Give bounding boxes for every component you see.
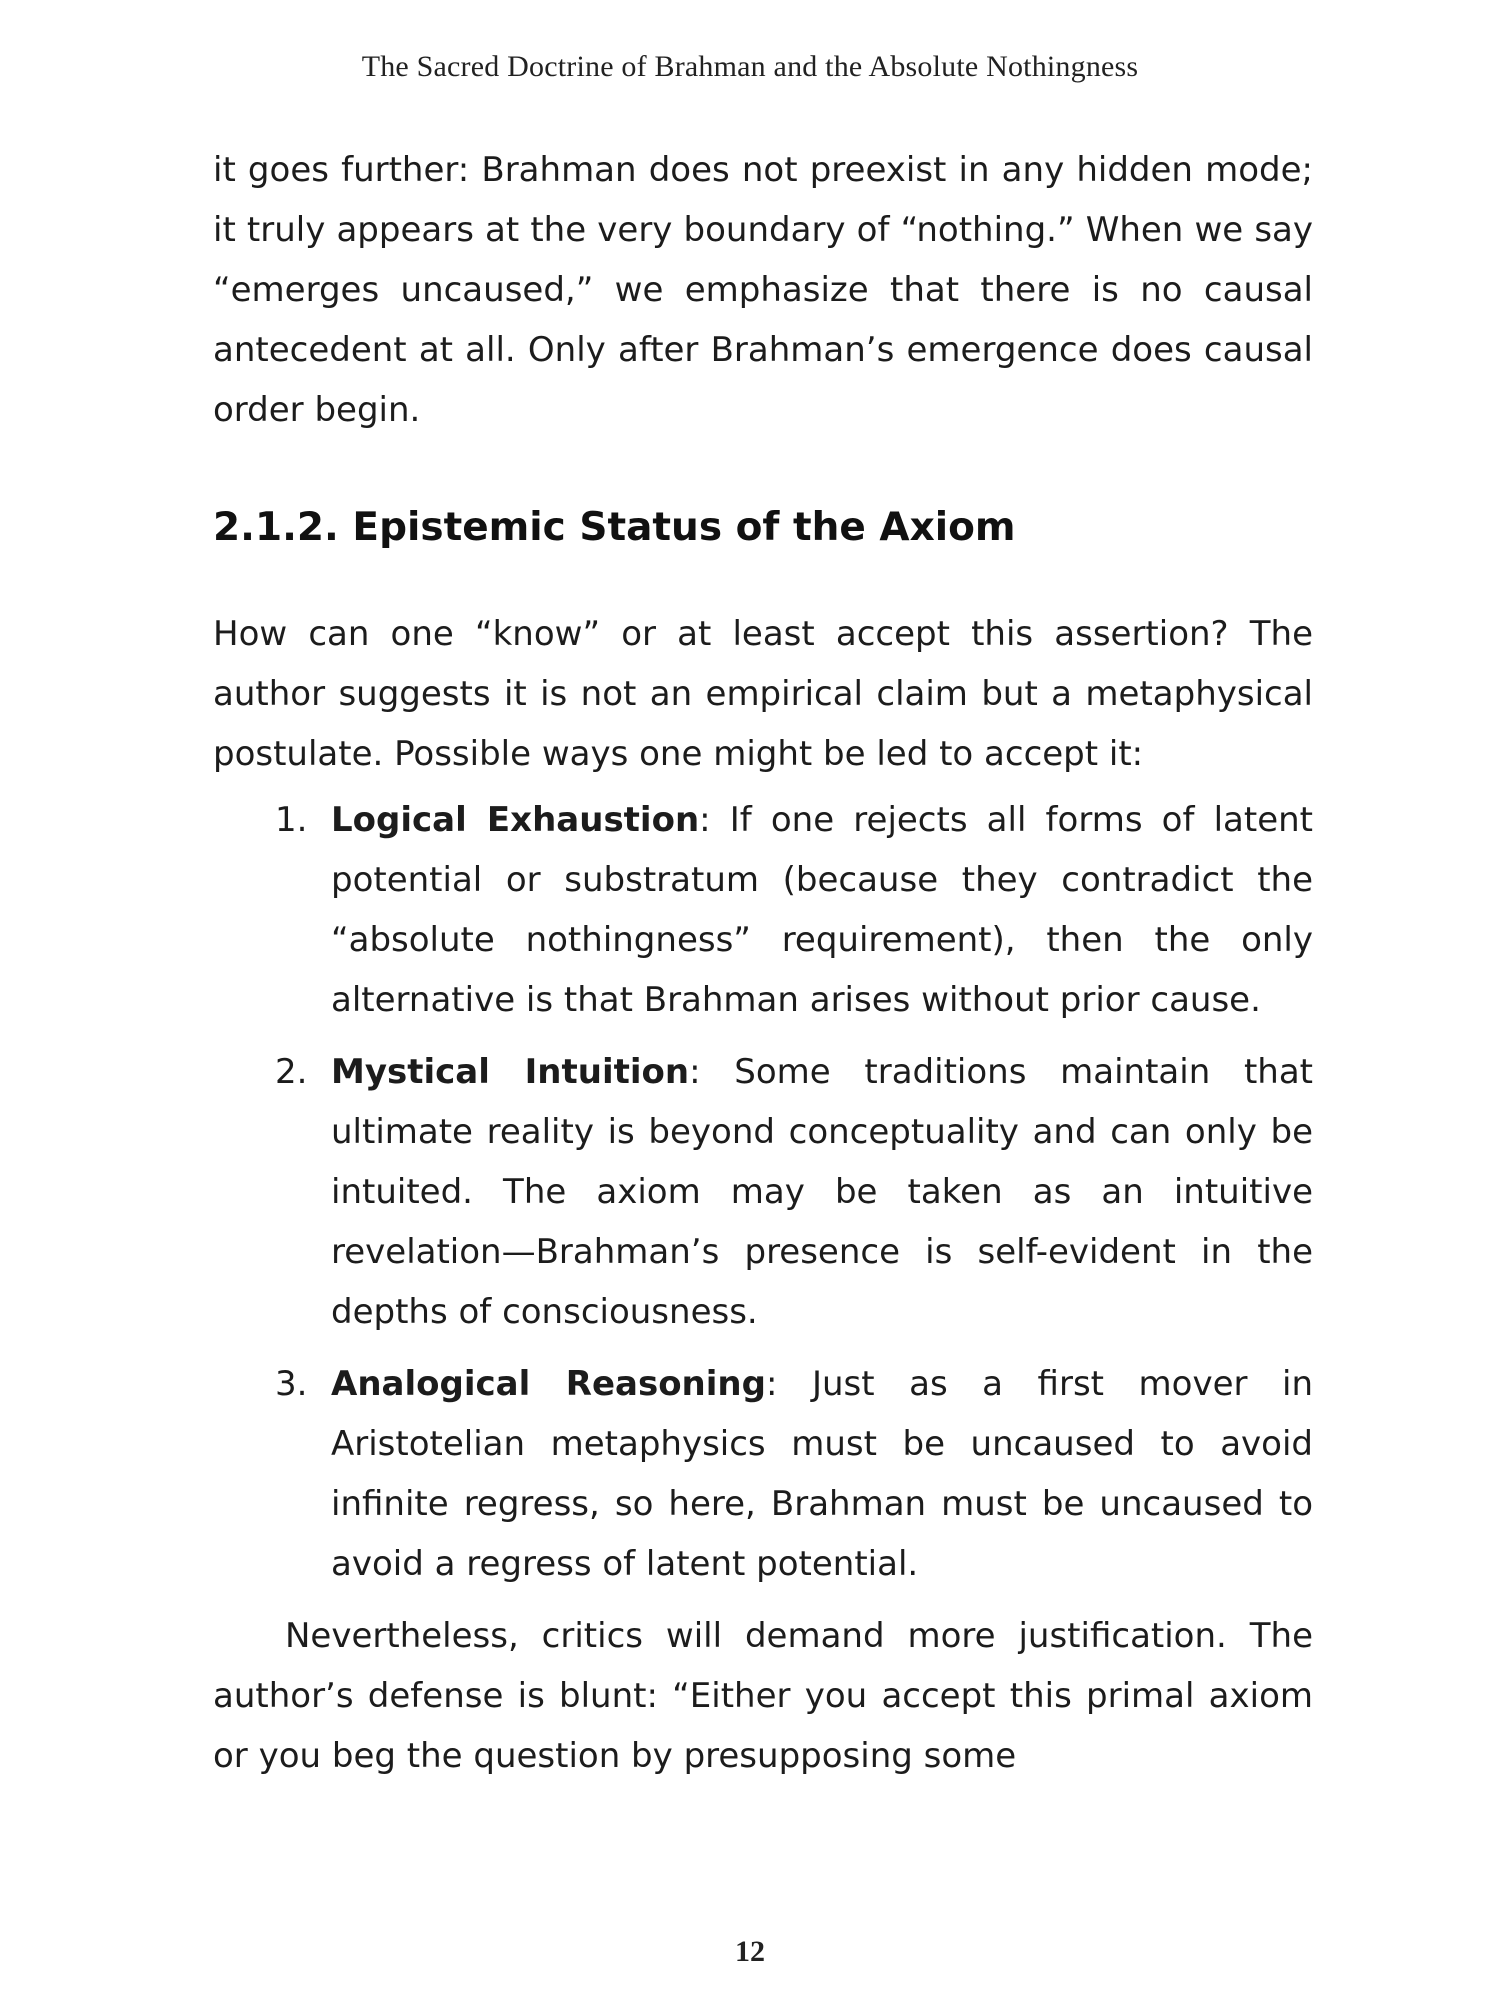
- paragraph-continuation: it goes further: Brahman does not preexist in any hidden mode; it truly appears at the very boundary of “nothing.” When we say “emerges uncaused,” we emphasize that there is no causal antecedent at all. Only after Brahman’s emergence does causal order begin.: [213, 150, 1313, 430]
- list-item: [213, 790, 1313, 1030]
- paragraph-closing: Nevertheless, critics will demand more justification. The author’s defense is blunt: “Either you accept this primal axiom or you beg the question by presupposing some: [213, 1616, 1313, 1776]
- list-item: [213, 1354, 1313, 1594]
- list-term: Logical Exhaustion: [331, 800, 700, 840]
- running-head: The Sacred Doctrine of Brahman and the Absolute Nothingness: [361, 50, 1139, 83]
- list-item: [213, 1042, 1313, 1342]
- list-term: Analogical Reasoning: [331, 1364, 766, 1404]
- list-text: : Some traditions maintain that ultimate reality is beyond conceptuality and can only be intuited. The axiom may be taken as an intuitive revelation—Brahman’s presence is self-evident in the depths of consciousness.: [331, 1052, 1314, 1332]
- list-number: 3.: [275, 1364, 308, 1404]
- section-heading: 2.1.2. Epistemic Status of the Axiom: [213, 505, 1016, 550]
- list-number: 1.: [275, 800, 308, 840]
- numbered-list: [213, 790, 1313, 1594]
- page-number: 12: [735, 1935, 765, 1968]
- page-body: [213, 140, 1313, 1786]
- paragraph-intro: How can one “know” or at least accept this assertion? The author suggests it is not an empirical claim but a metaphysical postulate. Possible ways one might be led to accept it:: [213, 614, 1313, 774]
- list-text: : If one rejects all forms of latent potential or substratum (because they contradict the “absolute nothingness” requirement), then the only alternative is that Brahman arises without prior cause.: [331, 800, 1313, 1020]
- list-text: : Just as a first mover in Aristotelian metaphysics must be uncaused to avoid infinite regress, so here, Brahman must be uncaused to avoid a regress of latent potential.: [331, 1364, 1313, 1584]
- list-term: Mystical Intuition: [331, 1052, 690, 1092]
- list-number: 2.: [275, 1052, 308, 1092]
